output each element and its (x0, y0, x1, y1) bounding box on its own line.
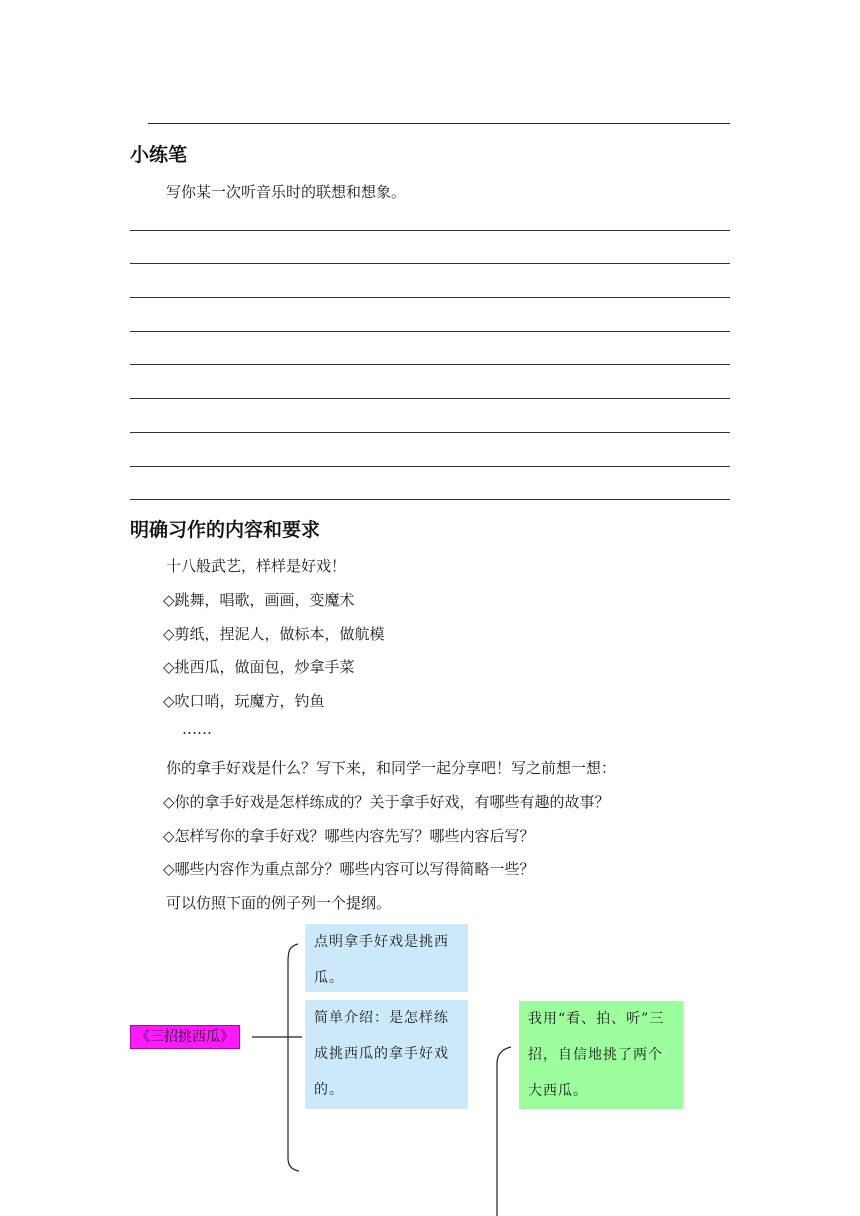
outline-box-method: 简单介绍：是怎样练成挑西瓜的拿手好戏的。 (305, 1000, 468, 1109)
example-item: ◇挑西瓜，做面包，炒拿手菜 (163, 658, 355, 676)
intro-line: 十八般武艺，样样是好戏！ (166, 557, 347, 575)
outline-box-detail: 我用“看、拍、听”三招，自信地挑了两个大西瓜。 (519, 1001, 683, 1109)
question-item: ◇哪些内容作为重点部分？哪些内容可以写得简略一些？ (163, 860, 535, 878)
practice-prompt: 写你某一次听音乐时的联想和想象。 (166, 183, 407, 201)
left-brace (288, 944, 299, 1171)
right-brace (497, 1047, 511, 1216)
ellipsis: …… (182, 720, 212, 738)
outline-hint: 可以仿照下面的例子列一个提纲。 (166, 894, 392, 912)
section-heading-practice: 小练笔 (130, 144, 188, 166)
example-item: ◇剪纸，捏泥人，做标本，做航模 (163, 625, 385, 643)
section-heading-requirements: 明确习作的内容和要求 (130, 519, 321, 541)
outline-box-intro: 点明拿手好戏是挑西瓜。 (305, 924, 468, 992)
outline-title-tag: 《三招挑西瓜》 (130, 1025, 240, 1049)
example-item: ◇跳舞，唱歌，画画，变魔术 (163, 591, 355, 609)
question-item: ◇你的拿手好戏是怎样练成的？关于拿手好戏，有哪些有趣的故事？ (163, 793, 610, 811)
question-intro: 你的拿手好戏是什么？写下来，和同学一起分享吧！写之前想一想： (166, 759, 617, 777)
question-item: ◇怎样写你的拿手好戏？哪些内容先写？哪些内容后写？ (163, 827, 535, 845)
example-item: ◇吹口哨，玩魔方，钓鱼 (163, 692, 325, 710)
